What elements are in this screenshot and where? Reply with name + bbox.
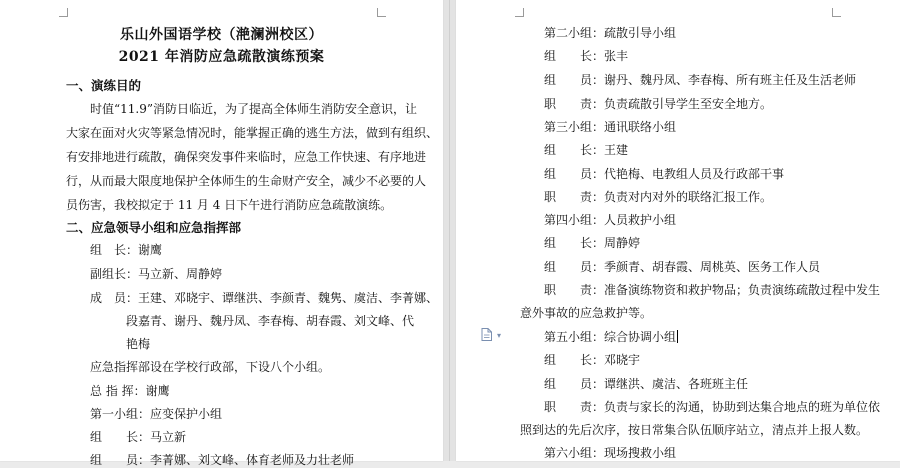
field-value: 季颜青、胡春霞、周桃英、医务工作人员 bbox=[604, 260, 821, 274]
field-value: 负责与家长的沟通，协助到达集合地点的班为单位依 bbox=[604, 400, 881, 414]
commander-row bbox=[90, 382, 170, 399]
field-label: 副组长： bbox=[90, 267, 139, 281]
paragraph-line: 员伤害，我校拟定于 11 月 4 日下午进行消防应急疏散演练。 bbox=[66, 198, 393, 212]
field-value: 负责对内对外的联络汇报工作。 bbox=[604, 190, 773, 204]
group-members-row bbox=[544, 71, 856, 88]
leader-row bbox=[90, 241, 162, 258]
field-value: 准备演练物资和救护物品；负责演练疏散过程中发生 bbox=[604, 283, 881, 297]
chevron-down-icon[interactable]: ▾ bbox=[497, 331, 502, 340]
group-members-row bbox=[544, 258, 820, 275]
field-label: 成 员： bbox=[90, 291, 139, 305]
section-heading: 一、演练目的 bbox=[66, 78, 142, 93]
field-value: 邓晓宇 bbox=[604, 353, 641, 367]
group-leader-row bbox=[544, 351, 640, 368]
field-label: 组 长： bbox=[90, 430, 151, 444]
group-leader-row bbox=[544, 47, 628, 64]
field-label: 组 员： bbox=[544, 260, 605, 274]
crop-mark bbox=[515, 8, 524, 17]
paragraph-line: 大家在面对火灾等紧急情况时，能掌握正确的逃生方法，做到有组织、 bbox=[66, 126, 439, 140]
field-value: 谢鹰 bbox=[138, 243, 163, 257]
document-title: 乐山外国语学校（滟澜洲校区） bbox=[120, 27, 323, 43]
group-title: 第三小组：通讯联络小组 bbox=[544, 120, 677, 134]
group-title: 第六小组：现场搜救小组 bbox=[544, 446, 677, 460]
group-duty-row bbox=[544, 281, 880, 298]
group-duty-row bbox=[544, 188, 772, 205]
hq-note: 应急指挥部设在学校行政部，下设八个小组。 bbox=[90, 360, 331, 374]
group-title: 第二小组：疏散引导小组 bbox=[544, 26, 677, 40]
text-cursor bbox=[677, 330, 678, 343]
field-label: 职 责： bbox=[544, 190, 605, 204]
field-value: 代艳梅、电教组人员及行政部干事 bbox=[604, 167, 785, 181]
document-icon[interactable] bbox=[481, 328, 492, 341]
duty-continuation: 意外事故的应急救护等。 bbox=[520, 306, 653, 320]
group-leader-row bbox=[544, 141, 628, 158]
field-label: 组 长： bbox=[544, 49, 605, 63]
field-value: 马立新、周静婷 bbox=[138, 267, 223, 281]
document-subtitle: 2021 年消防应急疏散演练预案 bbox=[118, 49, 325, 65]
group-title-text: 第五小组：综合协调小组 bbox=[544, 330, 677, 344]
field-label: 职 责： bbox=[544, 97, 605, 111]
field-value: 谢丹、魏丹凤、李春梅、所有班主任及生活老师 bbox=[604, 73, 857, 87]
page-divider bbox=[449, 0, 450, 461]
document-page-2[interactable] bbox=[456, 0, 900, 461]
crop-mark bbox=[59, 8, 68, 17]
field-label: 组 员： bbox=[90, 453, 151, 467]
field-value: 张丰 bbox=[604, 49, 629, 63]
group-members-row bbox=[544, 375, 748, 392]
field-value: 马立新 bbox=[150, 430, 187, 444]
field-value: 王建 bbox=[604, 143, 629, 157]
group-leader-row bbox=[90, 428, 186, 445]
field-label: 组 员： bbox=[544, 167, 605, 181]
field-label: 总 指 挥： bbox=[90, 384, 146, 398]
field-label: 组 员： bbox=[544, 73, 605, 87]
paragraph-line: 时值“11.9”消防日临近，为了提高全体师生消防安全意识，让 bbox=[90, 102, 417, 116]
group-duty-row bbox=[544, 95, 772, 112]
group-members-row bbox=[544, 165, 784, 182]
group-title: 第一小组：应变保护小组 bbox=[90, 407, 223, 421]
group-leader-row bbox=[544, 234, 640, 251]
group-members-row bbox=[90, 451, 354, 468]
members-continuation: 艳梅 bbox=[126, 337, 151, 351]
group-duty-row bbox=[544, 398, 880, 415]
paragraph-line: 有安排地进行疏散，确保突发事件来临时，应急工作快速、有序地进 bbox=[66, 150, 427, 164]
field-label: 组 员： bbox=[544, 377, 605, 391]
section-heading: 二、应急领导小组和应急指挥部 bbox=[66, 220, 242, 235]
field-value: 王建、邓晓宇、谭继洪、李颜青、魏隽、虞洁、李菁娜、 bbox=[138, 291, 439, 305]
group-title[interactable] bbox=[544, 328, 678, 345]
members-continuation: 段嘉青、谢丹、魏丹凤、李春梅、胡春霞、刘文峰、代 bbox=[126, 314, 415, 328]
field-value: 谭继洪、虞洁、各班班主任 bbox=[604, 377, 749, 391]
crop-mark bbox=[832, 8, 841, 17]
field-label: 组 长： bbox=[544, 353, 605, 367]
field-label: 职 责： bbox=[544, 283, 605, 297]
group-title: 第四小组：人员救护小组 bbox=[544, 213, 677, 227]
duty-continuation: 照到达的先后次序，按日常集合队伍顺序站立，清点并上报人数。 bbox=[520, 423, 869, 437]
field-label: 组 长： bbox=[90, 243, 139, 257]
paragraph-line: 行，从而最大限度地保护全体师生的生命财产安全，减少不必要的人 bbox=[66, 174, 427, 188]
deputy-row bbox=[90, 265, 222, 282]
crop-mark bbox=[377, 8, 386, 17]
document-page-1[interactable] bbox=[0, 0, 443, 467]
field-label: 组 长： bbox=[544, 236, 605, 250]
field-value: 谢鹰 bbox=[145, 384, 170, 398]
field-value: 周静婷 bbox=[604, 236, 641, 250]
field-label: 组 长： bbox=[544, 143, 605, 157]
members-row bbox=[90, 289, 438, 306]
field-value: 负责疏散引导学生至安全地方。 bbox=[604, 97, 773, 111]
field-label: 职 责： bbox=[544, 400, 605, 414]
field-value: 李菁娜、刘文峰、体育老师及力壮老师 bbox=[150, 453, 355, 467]
